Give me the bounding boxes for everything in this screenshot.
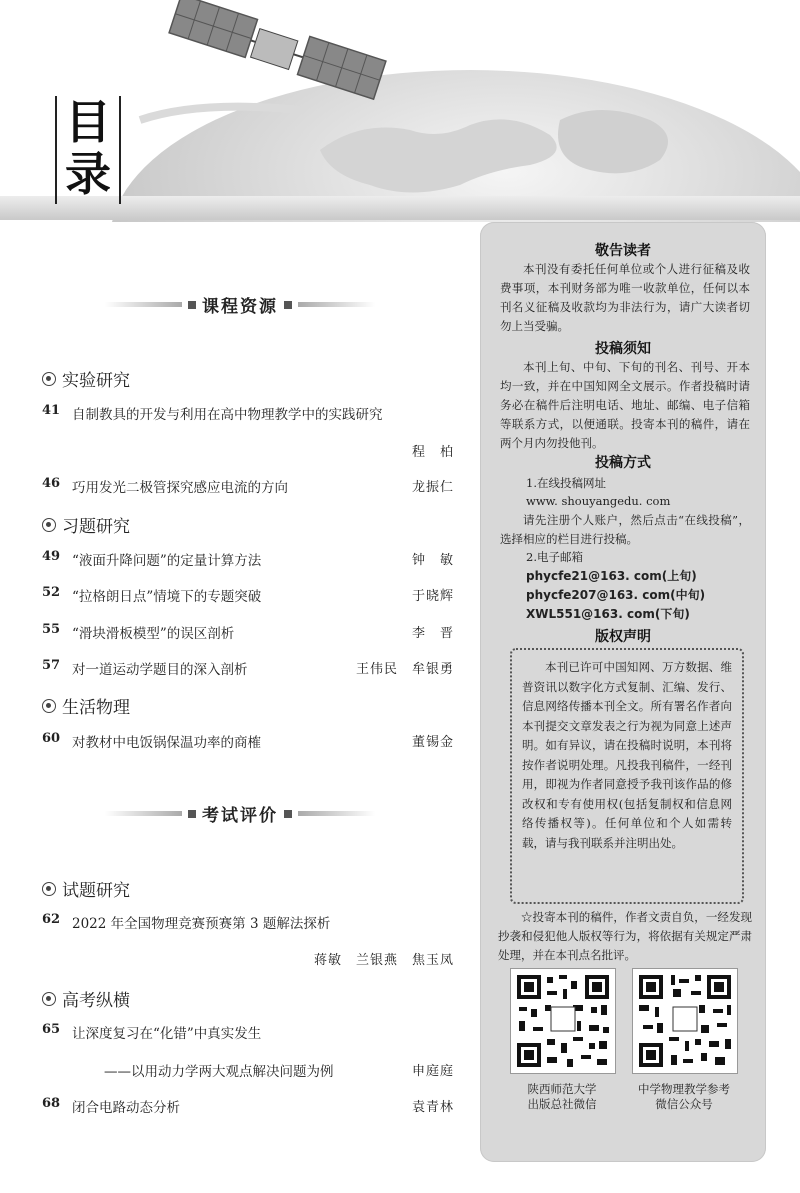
notice-title: 敬告读者	[595, 243, 651, 259]
article-title: “液面升降问题”的定量计算方法	[72, 553, 262, 569]
article-author: 董锡金	[411, 735, 454, 750]
qr-caption-publisher	[500, 1082, 624, 1112]
satellite-icon	[169, 0, 386, 99]
article-author: 李 晋	[411, 626, 454, 641]
page-header	[0, 0, 800, 222]
category-label: 习题研究	[62, 517, 130, 537]
toc-entry[interactable]	[42, 1096, 454, 1116]
toc-entry[interactable]	[42, 622, 454, 642]
category-label: 试题研究	[62, 881, 130, 901]
category-life-physics	[42, 693, 130, 718]
page-number: 49	[42, 549, 61, 564]
page-number: 41	[42, 403, 61, 418]
qr-code-wechat-account[interactable]	[632, 968, 738, 1074]
article-subtitle: ——以用动力学两大观点解决问题为例	[104, 1064, 334, 1080]
qr-caption-line: 陕西师范大学	[527, 1082, 597, 1096]
bullet-icon	[42, 992, 56, 1006]
article-author: 申庭庭	[411, 1064, 454, 1079]
page-number: 46	[42, 476, 61, 491]
toc-entry[interactable]	[42, 403, 454, 460]
page-number: 60	[42, 731, 61, 746]
bullet-icon	[42, 699, 56, 713]
toc-entry[interactable]	[42, 658, 454, 678]
article-title: 对一道运动学题目的深入剖析	[72, 662, 248, 678]
title-char-2: 录	[65, 147, 111, 201]
section-header-exam-evaluation	[105, 801, 375, 826]
warning-text: ☆投寄本刊的稿件，作者文责自负，一经发现抄袭和侵犯他人版权等行为，将依据有关规定严肃处理，并在本刊点名批评。	[498, 910, 752, 962]
copyright-box	[510, 648, 744, 904]
category-experiment-research	[42, 366, 130, 391]
method-1-text: 请先注册个人账户，然后点击“在线投稿”，选择相应的栏目进行投稿。	[500, 513, 750, 546]
article-title: 对教材中电饭锅保温功率的商榷	[72, 735, 261, 751]
copyright-title: 版权声明	[595, 629, 651, 645]
method-title: 投稿方式	[595, 455, 651, 471]
toc-entry[interactable]	[42, 585, 454, 605]
page-number: 65	[42, 1022, 61, 1037]
notice-text: 本刊没有委托任何单位或个人进行征稿及收费事项，本刊财务部为唯一收款单位，任何以本刊名义征稿及收款均为非法行为，请广大读者切勿上当受骗。	[500, 262, 750, 333]
category-label: 生活物理	[62, 698, 130, 718]
email-link-upper[interactable]: phycfe21@163. com(上旬)	[526, 569, 697, 583]
article-author: 袁青林	[411, 1100, 454, 1115]
article-author: 于晓辉	[411, 589, 454, 604]
toc-entry[interactable]	[42, 549, 454, 569]
article-author: 程 柏	[411, 445, 454, 460]
category-label: 高考纵横	[62, 991, 130, 1011]
qr-caption-line: 出版总社微信	[527, 1097, 597, 1111]
article-author: 钟 敏	[411, 553, 454, 568]
bullet-icon	[42, 882, 56, 896]
qr-caption-wechat	[622, 1082, 746, 1112]
section-title: 课程资源	[202, 297, 278, 317]
toc-entry[interactable]	[42, 476, 454, 496]
category-label: 实验研究	[62, 371, 130, 391]
qr-caption-line: 中学物理教学参考	[638, 1082, 730, 1096]
method-1-url[interactable]: www. shouyangedu. com	[526, 494, 671, 508]
article-title: 巧用发光二极管探究感应电流的方向	[72, 480, 288, 496]
bullet-icon	[42, 372, 56, 386]
page-number: 68	[42, 1096, 61, 1111]
page-number: 52	[42, 585, 61, 600]
submit-text: 本刊上旬、中旬、下旬的刊名、刊号、开本均一致，并在中国知网全文展示。作者投稿时请务必在稿件后注明电话、地址、邮编、电子信箱等联系方式，以便通联。投寄本刊的稿件，请在两个月内勿投他刊。	[500, 360, 750, 450]
toc-entry[interactable]	[42, 912, 454, 968]
toc-entry[interactable]	[42, 731, 454, 751]
qr-caption-line: 微信公众号	[655, 1097, 713, 1111]
submit-title: 投稿须知	[595, 341, 651, 357]
method-1-label: 1.在线投稿网址	[526, 476, 606, 490]
section-title: 考试评价	[202, 806, 278, 826]
article-author: 龙振仁	[411, 480, 454, 495]
article-title: “滑块滑板模型”的误区剖析	[72, 626, 235, 642]
category-gaokao	[42, 986, 130, 1011]
page-number: 57	[42, 658, 61, 673]
article-title: 闭合电路动态分析	[72, 1100, 180, 1116]
article-author: 蒋敏 兰银燕 焦玉凤	[313, 953, 454, 968]
category-exercise-research	[42, 512, 130, 537]
section-header-course-resources	[105, 292, 375, 317]
article-title: “拉格朗日点”情境下的专题突破	[72, 589, 262, 605]
copyright-text: 本刊已许可中国知网、万方数据、维普资讯以数字化方式复制、汇编、发行、信息网络传播本刊全文。所有署名作者向本刊提交文章发表之行为视为同意上述声明。如有异议，请在投稿时说明，本刊将按作者说明处理。凡投我刊稿件，一经刊用，即视为作者同意授予我刊该作品的修改权和专有使用权(包括复制权和信息网络传播权等)。任何单位和个人如需转载，请与我刊联系并注明出处。	[522, 660, 732, 850]
article-title: 自制教具的开发与利用在高中物理教学中的实践研究	[72, 407, 383, 423]
page-number: 55	[42, 622, 61, 637]
email-link-lower[interactable]: XWL551@163. com(下旬)	[526, 607, 690, 621]
bullet-icon	[42, 518, 56, 532]
toc-entry[interactable]	[42, 1022, 454, 1080]
qr-code-publisher[interactable]	[510, 968, 616, 1074]
article-title: 2022 年全国物理竞赛预赛第 3 题解法探析	[72, 916, 331, 932]
page-title	[55, 96, 121, 204]
article-author: 王伟民 牟银勇	[355, 662, 454, 677]
page-number: 62	[42, 912, 61, 927]
title-char-1: 目	[65, 95, 111, 149]
email-link-middle[interactable]: phycfe207@163. com(中旬)	[526, 588, 706, 602]
sidebar-panel	[480, 222, 766, 1162]
category-test-research	[42, 876, 130, 901]
method-2-label: 2.电子邮箱	[526, 550, 583, 564]
article-title: 让深度复习在“化错”中真实发生	[72, 1026, 262, 1042]
